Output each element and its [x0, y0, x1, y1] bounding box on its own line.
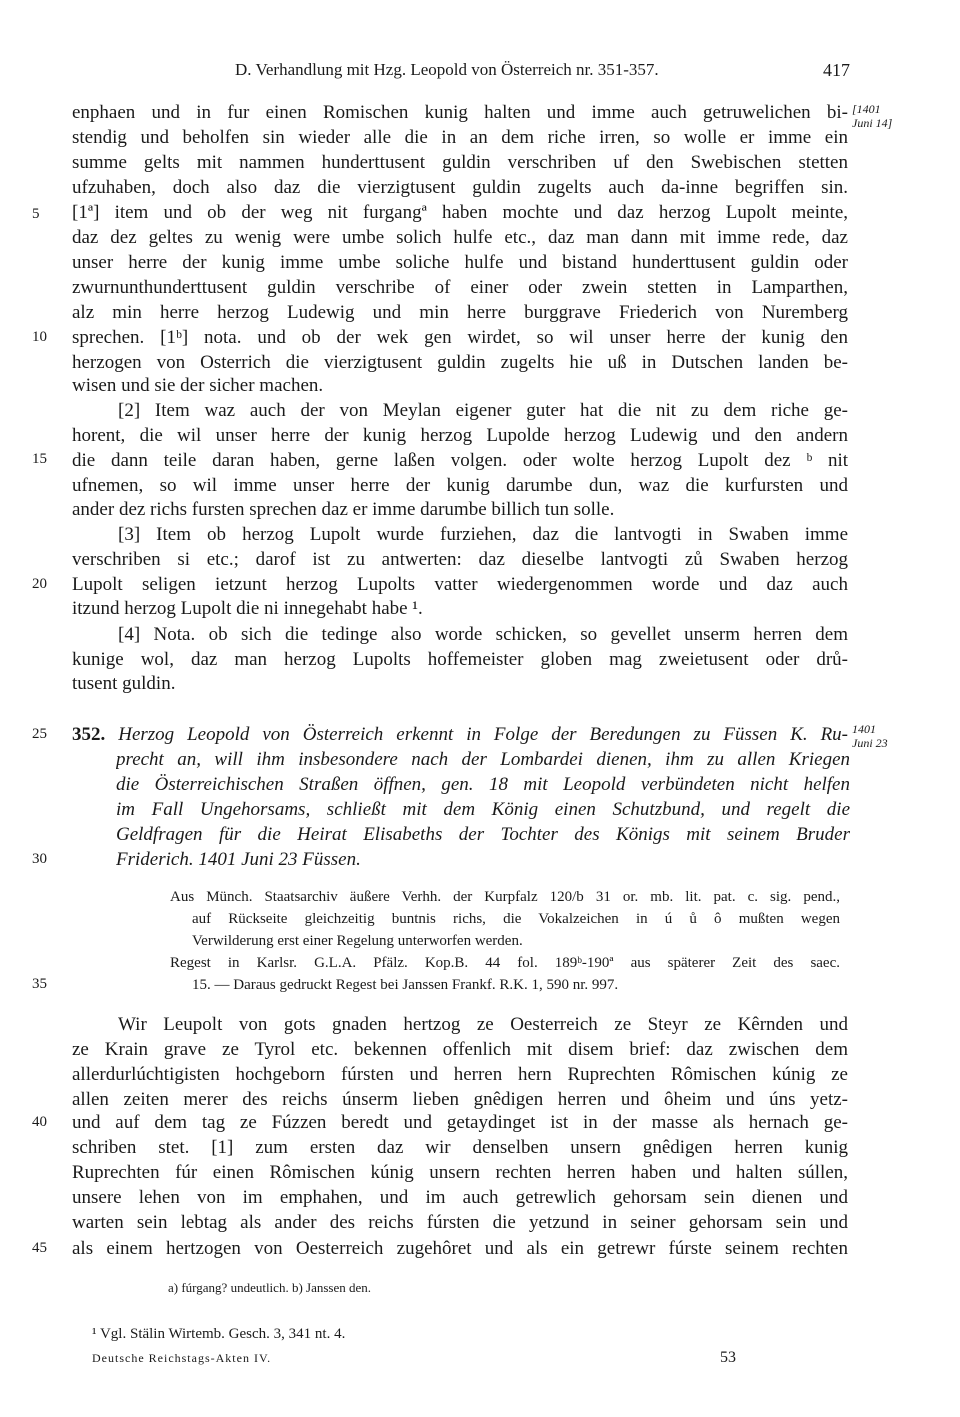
line-number: 45 — [32, 1240, 47, 1256]
text-line: allen zeiten merer des reichs únserm lieben gnêdigen herren und ôheim und úns yetz- — [72, 1089, 848, 1110]
text-line: stendig und beholfen sin wieder alle die in an dem riche irren, so wolle er imme ein — [72, 127, 848, 148]
margin-date-note: 1401 Juni 23 — [852, 722, 888, 750]
text-line: [1ª] item und ob der weg nit furgangª haben mochte und daz herzog Lupolt meinte, — [72, 202, 848, 223]
text-line: wisen und sie der sicher machen. — [72, 375, 324, 396]
text-line: herzogen von Osterrich die vierzigtusent guldin zugelts hie uß in Dutschen landen be- — [72, 352, 848, 373]
line-number: 30 — [32, 851, 47, 867]
sheet-signature: 53 — [720, 1349, 736, 1366]
text-line: unser herre der kunig imme umbe soliche hulfe und bistand hunderttusent guldin oder — [72, 252, 848, 273]
text-line: itzund herzog Lupolt die ni innegehabt habe ¹. — [72, 598, 423, 619]
text-line: ander dez richs fursten sprechen daz er imme darumbe billich tun solle. — [72, 499, 615, 520]
line-number: 35 — [32, 976, 47, 992]
line-number: 25 — [32, 726, 47, 742]
text-line: ufzuhaben, doch also daz die vierzigtusent guldin zugelts auch da-inne begriffen sin. — [72, 177, 848, 198]
source-line: auf Rückseite gleichzeitig buntnis richs, die Vokalzeichen in ú ů ô mußten wegen — [192, 911, 840, 927]
text-line: daz dez geltes zu wenig were umbe solich hulfe etc., daz man dann mit imme rede, daz — [72, 227, 848, 248]
margin-date-note: [1401 Juni 14] — [852, 102, 893, 130]
source-line: Regest in Karlsr. G.L.A. Pfälz. Kop.B. 44 fol. 189ᵇ-190ª aus späterer Zeit des saec. — [170, 955, 840, 971]
text-line: summe gelts mit nammen hunderttusent guldin verschriben uf den Swebischen stetten — [72, 152, 848, 173]
line-number: 20 — [32, 576, 47, 592]
text-line: enphaen und in fur einen Romischen kunig halten und imme auch getruwelichen bi- — [72, 102, 848, 123]
line-number: 15 — [32, 451, 47, 467]
regest-line: Friderich. 1401 Juni 23 Füssen. — [116, 849, 361, 870]
text-line: Wir Leupolt von gots gnaden hertzog ze Oesterreich ze Steyr ze Kêrnden und — [118, 1014, 848, 1035]
text-line: unsere lehen von im emphahen, und im auch getrewlich gehorsam sein dienen und — [72, 1187, 848, 1208]
text-line: und auf dem tag ze Fúzzen beredt und getaydinget ist in der masse als hernach ge- — [72, 1112, 848, 1133]
page-number: 417 — [823, 60, 850, 80]
text-line: schriben stet. [1] zum ersten daz wir denselben unsern gnêdigen herren kunig — [72, 1137, 848, 1158]
text-line: [2] Item waz auch der von Meylan eigener guter hat die nit zu dem riche ge- — [118, 400, 848, 421]
text-line: ufnemen, so wil imme unser herre der kunig darumbe dun, waz die kurfursten und — [72, 475, 848, 496]
text-line: die dann teile daran haben, gerne laßen volgen. oder wolte herzog Lupolt dez ᵇ nit — [72, 450, 848, 471]
text-line: kunige wol, daz man herzog Lupolts hoffemeister globen mag zweietusent oder drů- — [72, 649, 848, 670]
text-line: Ruprechten fúr einen Rômischen kúnig unsern rechten herren haben und halten súllen, — [72, 1162, 848, 1183]
source-line: Verwilderung erst einer Regelung unterworfen werden. — [192, 933, 523, 949]
text-line: Lupolt seligen ietzunt herzog Lupolts vatter wiedergenommen worde und daz auch — [72, 574, 848, 595]
regest-line: 352. Herzog Leopold von Österreich erkennt in Folge der Beredungen zu Füssen K. Ru- — [72, 724, 848, 745]
text-line: verschriben si etc.; darof ist zu antwerten: daz dieselbe lantvogti zů Swaben herzog — [72, 549, 848, 570]
document-number: 352. — [72, 724, 106, 745]
text-line: als einem hertzogen von Oesterreich zugehôret und als ein getrewr fúrste seinem rechten — [72, 1238, 848, 1259]
regest-line: Geldfragen für die Heirat Elisabeths der Tochter des Königs mit seinem Bruder — [116, 824, 850, 845]
line-number: 10 — [32, 329, 47, 345]
line-number: 5 — [32, 206, 40, 222]
running-header — [235, 60, 850, 86]
source-line: 15. — Daraus gedruckt Regest bei Janssen Frankf. R.K. 1, 590 nr. 997. — [192, 977, 619, 993]
text-line: warten sein lebtag als ander des reichs fúrsten die yetzund in seiner gehorsam sein und — [72, 1212, 848, 1233]
text-line: sprechen. [1ᵇ] nota. und ob der wek gen wirdet, so wil unser herre der kunig den — [72, 327, 848, 348]
footnote-1: ¹ Vgl. Stälin Wirtemb. Gesch. 3, 341 nt. 4. — [92, 1326, 346, 1342]
text-line: [4] Nota. ob sich die tedinge also worde schicken, so gevellet unserm herren dem — [118, 624, 848, 645]
variant-footnote: a) fúrgang? undeutlich. b) Janssen den. — [168, 1280, 372, 1295]
text-line: allerdurlúchtigisten hochgeborn fúrsten und herren hern Ruprechten Rômischen kúnig ze — [72, 1064, 848, 1085]
text-line: zwurnunthunderttusent guldin verschribe of einer oder zwein stetten in Lamparthen, — [72, 277, 848, 298]
text-line: [3] Item ob herzog Lupolt wurde furziehen, daz die lantvogti in Swaben imme — [118, 524, 848, 545]
regest-line: die Österreichischen Straßen öffnen, gen. 18 mit Leopold verbündeten nicht helfen — [116, 774, 850, 795]
text-line: ze Krain grave ze Tyrol etc. bekennen offenlich mit disem brief: daz zwischen dem — [72, 1039, 848, 1060]
running-title: D. Verhandlung mit Hzg. Leopold von Österreich nr. 351-357. — [235, 60, 659, 79]
volume-title: Deutsche Reichstags-Akten IV. — [92, 1351, 272, 1365]
regest-line: precht an, will ihm insbesondere nach der Lombardei dienen, ihm zu allen Kriegen — [116, 749, 850, 770]
line-number: 40 — [32, 1114, 47, 1130]
text-line: tusent guldin. — [72, 673, 176, 694]
source-line: Aus Münch. Staatsarchiv äußere Verhh. der Kurpfalz 120/b 31 or. mb. lit. pat. c. sig. pend., — [170, 889, 840, 905]
regest-line: im Fall Ungehorsams, schließt mit dem König einen Schutzbund, und regelt die — [116, 799, 850, 820]
text-line: horent, die wil unser herre der kunig herzog Lupolde herzog Ludewig und den andern — [72, 425, 848, 446]
text-line: alz min herre herzog Ludewig und min herre burggrave Friederich von Nuremberg — [72, 302, 848, 323]
